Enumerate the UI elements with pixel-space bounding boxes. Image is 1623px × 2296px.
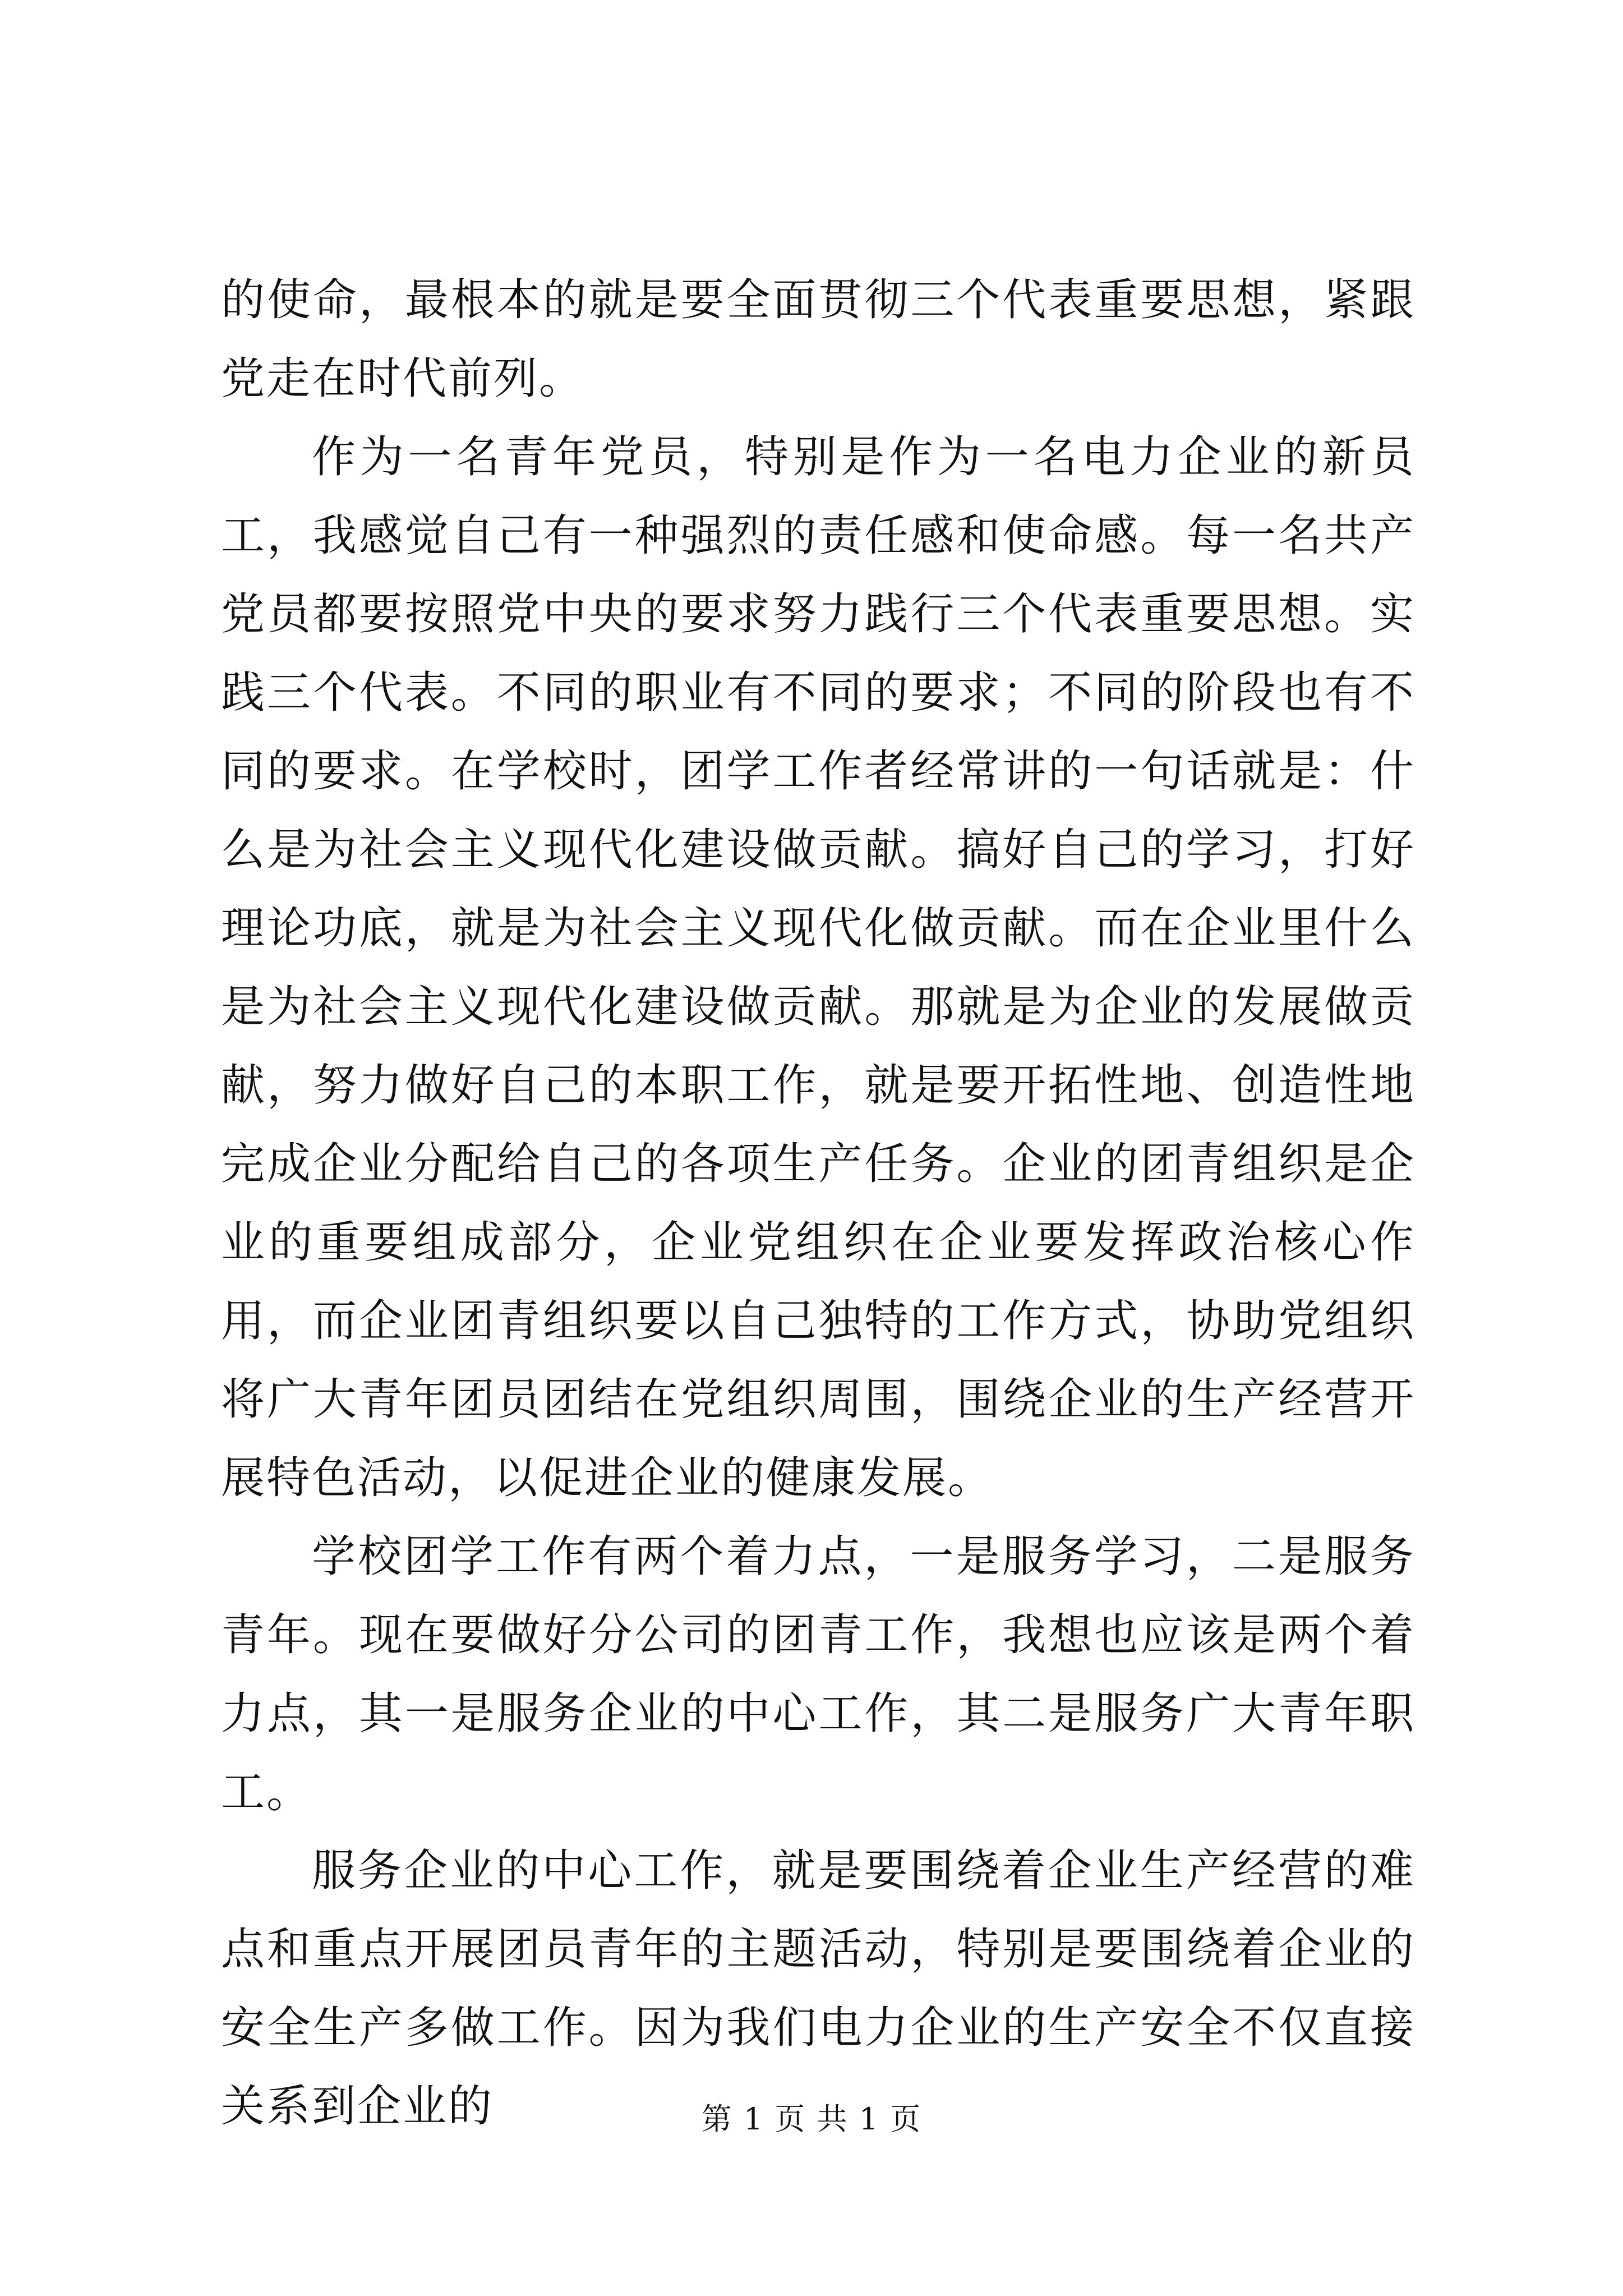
page-number-footer: 第 1 页 共 1 页 bbox=[701, 2101, 922, 2137]
paragraph-3: 学校团学工作有两个着力点，一是服务学习，二是服务青年。现在要做好分公司的团青工作，我想也应该是两个着力点，其一是服务企业的中心工作，其二是服务广大青年职工。 bbox=[221, 1531, 1415, 1818]
paragraph-1: 的使命，最根本的就是要全面贯彻三个代表重要思想，紧跟党走在时代前列。 bbox=[221, 275, 1415, 404]
document-body bbox=[221, 261, 1415, 2146]
paragraph-2: 作为一名青年党员，特别是作为一名电力企业的新员工，我感觉自己有一种强烈的责任感和使命感。每一名共产党员都要按照党中央的要求努力践行三个代表重要思想。实践三个代表。不同的职业有不同的要求；不同的阶段也有不同的要求。在学校时，团学工作者经常讲的一句话就是：什么是为社会主义现代化建设做贡献。搞好自己的学习，打好理论功底，就是为社会主义现代化做贡献。而在企业里什么是为社会主义现代化建设做贡献。那就是为企业的发展做贡献，努力做好自己的本职工作，就是要开拓性地、创造性地完成企业分配给自己的各项生产任务。企业的团青组织是企业的重要组成部分，企业党组织在企业要发挥政治核心作用，而企业团青组织要以自己独特的工作方式，协助党组织将广大青年团员团结在党组织周围，围绕企业的生产经营开展特色活动，以促进企业的健康发展。 bbox=[221, 432, 1415, 1503]
paragraph-4: 服务企业的中心工作，就是要围绕着企业生产经营的难点和重点开展团员青年的主题活动，特别是要围绕着企业的安全生产多做工作。因为我们电力企业的生产安全不仅直接关系到企业的 bbox=[221, 1846, 1415, 2132]
